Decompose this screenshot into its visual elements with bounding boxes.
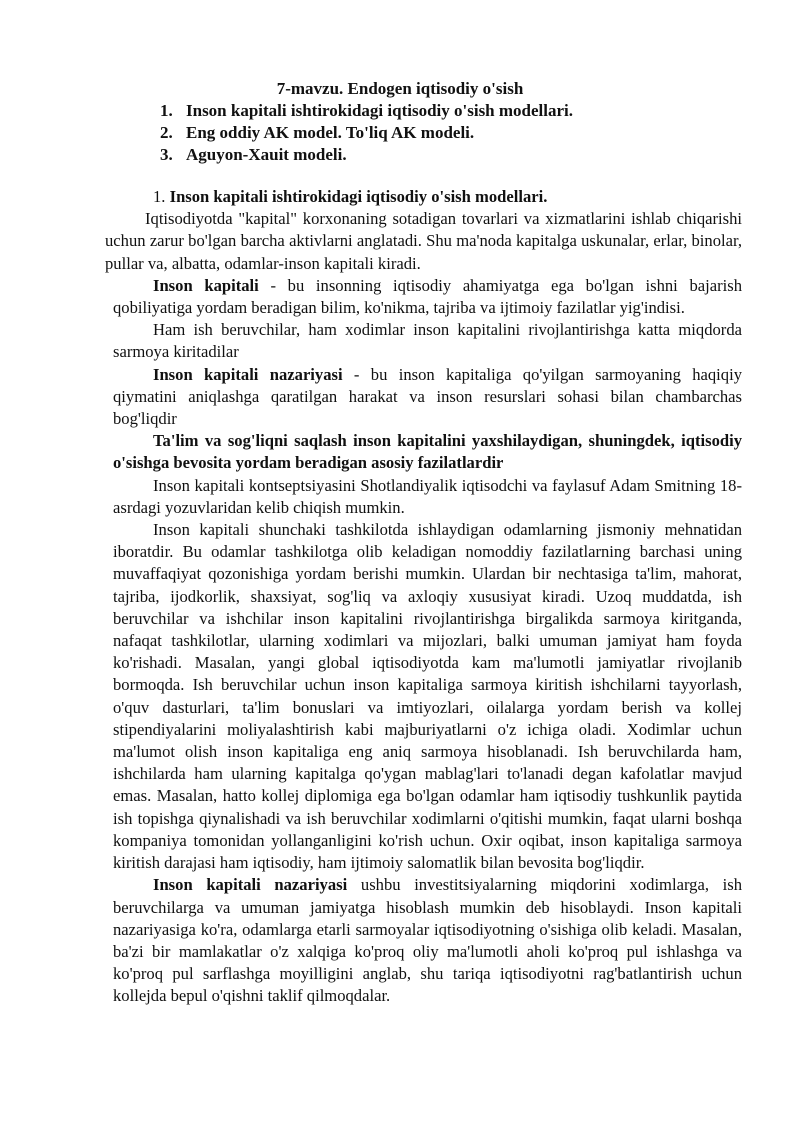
paragraph: Inson kapitali kontseptsiyasini Shotlandiyalik iqtisodchi va faylasuf Adam Smitning 18-asrdagi yozuvlaridan kelib chiqish mumkin. [113,475,742,517]
outline-text: Eng oddiy AK model. To'liq AK modeli. [186,123,475,142]
paragraph [113,275,742,319]
term-bold: Inson kapitali nazariyasi [153,364,343,384]
term-bold: Inson kapitali [153,275,259,295]
paragraph-text: ushbu investitsiyalarning miqdorini xodimlarga, ish beruvchilarga va umuman jamiyatga hisoblash mumkin deb hisoblaydi. Inson kapitali nazariyasiga ko'ra, odamlarga etarli sarmoyalar iqtisodiyotning o'sishiga olib keladi. Masalan, ba'zi bir mamlakatlar o'z xalqiga ko'proq oliy ma'lumotli aholi ko'proq pul ishlashga va ko'proq pul sarflashga moyilligini anglab, shu tariqa iqtisodiyotni rag'batlantirish uchun kollejda bepul o'qishni taklif qilmoqdalar. [113,875,743,1006]
paragraph [113,874,742,1007]
section-heading-number: 1. [153,187,166,206]
paragraph-text: - bu insonning iqtisodiy ahamiyatga ega bo'lgan ishni bajarish qobiliyatiga yordam beradigan bilim, ko'nikma, tajriba va ijtimoiy fazilatlar yig'indisi. [113,275,742,318]
page-title: 7-mavzu. Endogen iqtisodiy o'sish [276,79,524,98]
outline-number: 2. [160,123,173,142]
bold-paragraph: Ta'lim va sog'liqni saqlash inson kapitalini yaxshilaydigan, shuningdek, iqtisodiy o'sishga bevosita yordam beradigan asosiy fazilatlardir [113,431,742,473]
paragraph-text: - bu inson kapitaliga qo'yilgan sarmoyaning haqiqiy qiymatini aniqlashga qaratilgan harakat va inson resurslari sohasi bilan chambarchas bog'liqdir [113,364,742,429]
paragraph [113,364,742,431]
paragraph: Inson kapitali shunchaki tashkilotda ishlaydigan odamlarning jismoniy mehnatidan iboratdir. Bu odamlar tashkilotga olib keladigan nomoddiy fazilatlarning barchasi uning muvaffaqiyat qozonishiga yordam berishi mumkin. Ulardan bir nechtasiga ta'lim, mahorat, tajriba, ijodkorlik, shaxsiyat, sog'liq va axloqiy xususiyat kiradi. Uzoq muddatda, ish beruvchilar va ishchilar inson kapitalini rivojlantirishga birgalikda sarmoya kiritganda, nafaqat tashkilotlar, ularning xodimlari va mijozlari, balki umuman jamiyat ham foyda ko'rishadi. Masalan, yangi global iqtisodiyotda kam ma'lumotli jamiyatlar rivojlanib bormoqda. Ish beruvchilar uchun inson kapitaliga sarmoya kiritish ishchilarni tayyorlash, o'quv dasturlari, ta'lim bonuslari va imtiyozlari, oilalarga yordam berish va kollej stipendiyalarini moliyalashtirish kabi majburiyatlarni o'z ichiga oladi. Xodimlar uchun ma'lumot olish inson kapitaliga eng aniq sarmoya hisoblanadi. Ish beruvchilarda ham, ishchilarda ham ularning kapitalga qo'ygan mablag'lari to'lanadi degan kafolatlar mavjud emas. Masalan, hatto kollej diplomiga ega bo'lgan odamlar ham iqtisodiy tushkunlik paytida ish topishga qiynalishadi va ish beruvchilar xodimlarni o'qitishi mumkin, faqat ularni boshqa kompaniya tomonidan yollanganligini ko'rish uchun. Oxir oqibat, inson kapitaliga sarmoya kiritish darajasi ham iqtisodiy, ham ijtimoiy salomatlik bilan bevosita bog'liqdir. [113,520,742,873]
section-heading [113,186,742,208]
outline-item [160,144,573,166]
outline-number: 3. [160,145,173,164]
topic-outline [160,100,573,166]
section-heading-text: Inson kapitali ishtirokidagi iqtisodiy o'sish modellari. [169,187,548,206]
term-bold: Inson kapitali nazariyasi [153,875,348,895]
outline-item [160,100,573,122]
outline-text: Aguyon-Xauit modeli. [186,145,347,164]
outline-text: Inson kapitali ishtirokidagi iqtisodiy o'sish modellari. [186,101,574,120]
paragraph: Ham ish beruvchilar, ham xodimlar inson kapitalini rivojlantirishga katta miqdorda sarmoya kiritadilar [113,320,742,362]
document-body [105,186,743,1008]
outline-number: 1. [160,101,173,120]
outline-item [160,122,573,144]
paragraph: Iqtisodiyotda "kapital" korxonaning sotadigan tovarlari va xizmatlarini ishlab chiqarishi uchun zarur bo'lgan barcha aktivlarni anglatadi. Shu ma'noda kapitalga uskunalar, erlar, binolar, pullar va, albatta, odamlar-inson kapitali kiradi. [105,209,742,273]
